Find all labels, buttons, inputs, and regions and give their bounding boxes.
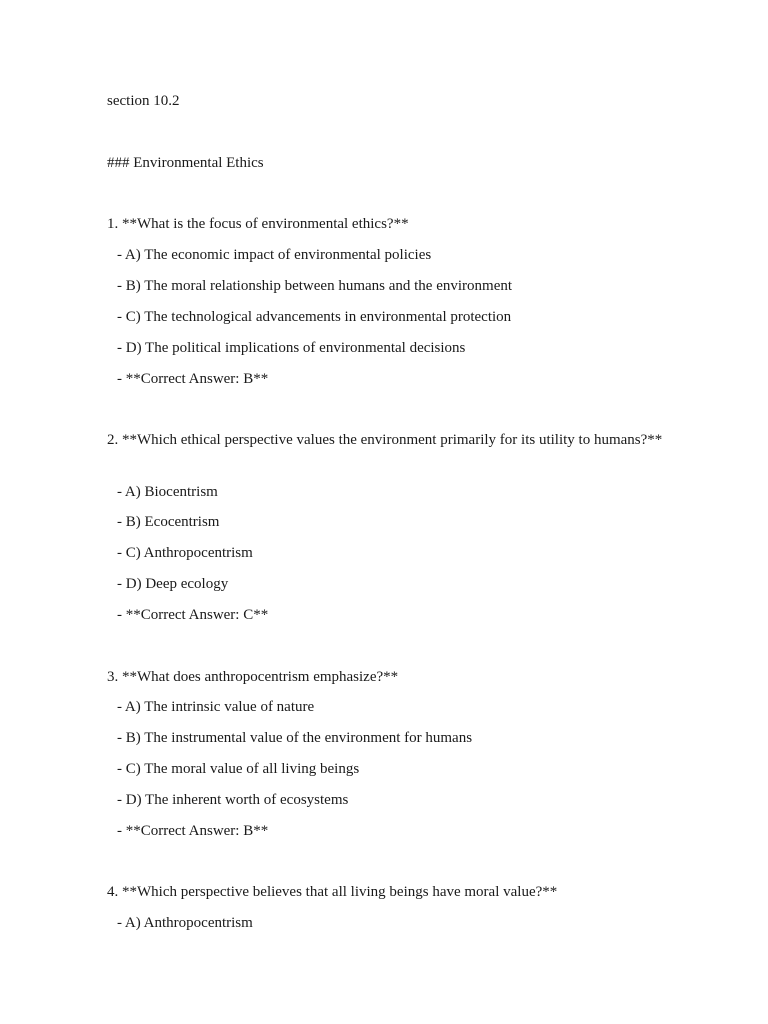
question-2-option-c: - C) Anthropocentrism xyxy=(117,545,253,561)
question-2: 2. **Which ethical perspective values the environment primarily for its utility to humans?** xyxy=(107,432,663,448)
question-3-option-c: - C) The moral value of all living beings xyxy=(117,761,360,777)
question-2-option-b: - B) Ecocentrism xyxy=(117,514,220,530)
question-4-option-a: - A) Anthropocentrism xyxy=(117,915,253,931)
question-3-option-b: - B) The instrumental value of the environment for humans xyxy=(117,730,473,746)
section-heading: ### Environmental Ethics xyxy=(107,155,264,171)
question-1-option-b: - B) The moral relationship between humans and the environment xyxy=(117,278,513,294)
question-2-option-d: - D) Deep ecology xyxy=(117,576,229,592)
question-2-answer: - **Correct Answer: C** xyxy=(117,607,269,623)
question-1-answer: - **Correct Answer: B** xyxy=(117,371,269,387)
question-2-option-a: - A) Biocentrism xyxy=(117,484,218,500)
question-3-option-a: - A) The intrinsic value of nature xyxy=(117,699,315,715)
question-3-answer: - **Correct Answer: B** xyxy=(117,823,269,839)
question-1-option-c: - C) The technological advancements in environmental protection xyxy=(117,309,512,325)
question-1-option-d: - D) The political implications of environmental decisions xyxy=(117,340,466,356)
question-3: 3. **What does anthropocentrism emphasize?** xyxy=(107,669,399,685)
question-3-option-d: - D) The inherent worth of ecosystems xyxy=(117,792,349,808)
question-4: 4. **Which perspective believes that all living beings have moral value?** xyxy=(107,884,558,900)
question-1-option-a: - A) The economic impact of environmental policies xyxy=(117,247,432,263)
section-label: section 10.2 xyxy=(107,93,180,109)
question-1: 1. **What is the focus of environmental ethics?** xyxy=(107,216,409,232)
